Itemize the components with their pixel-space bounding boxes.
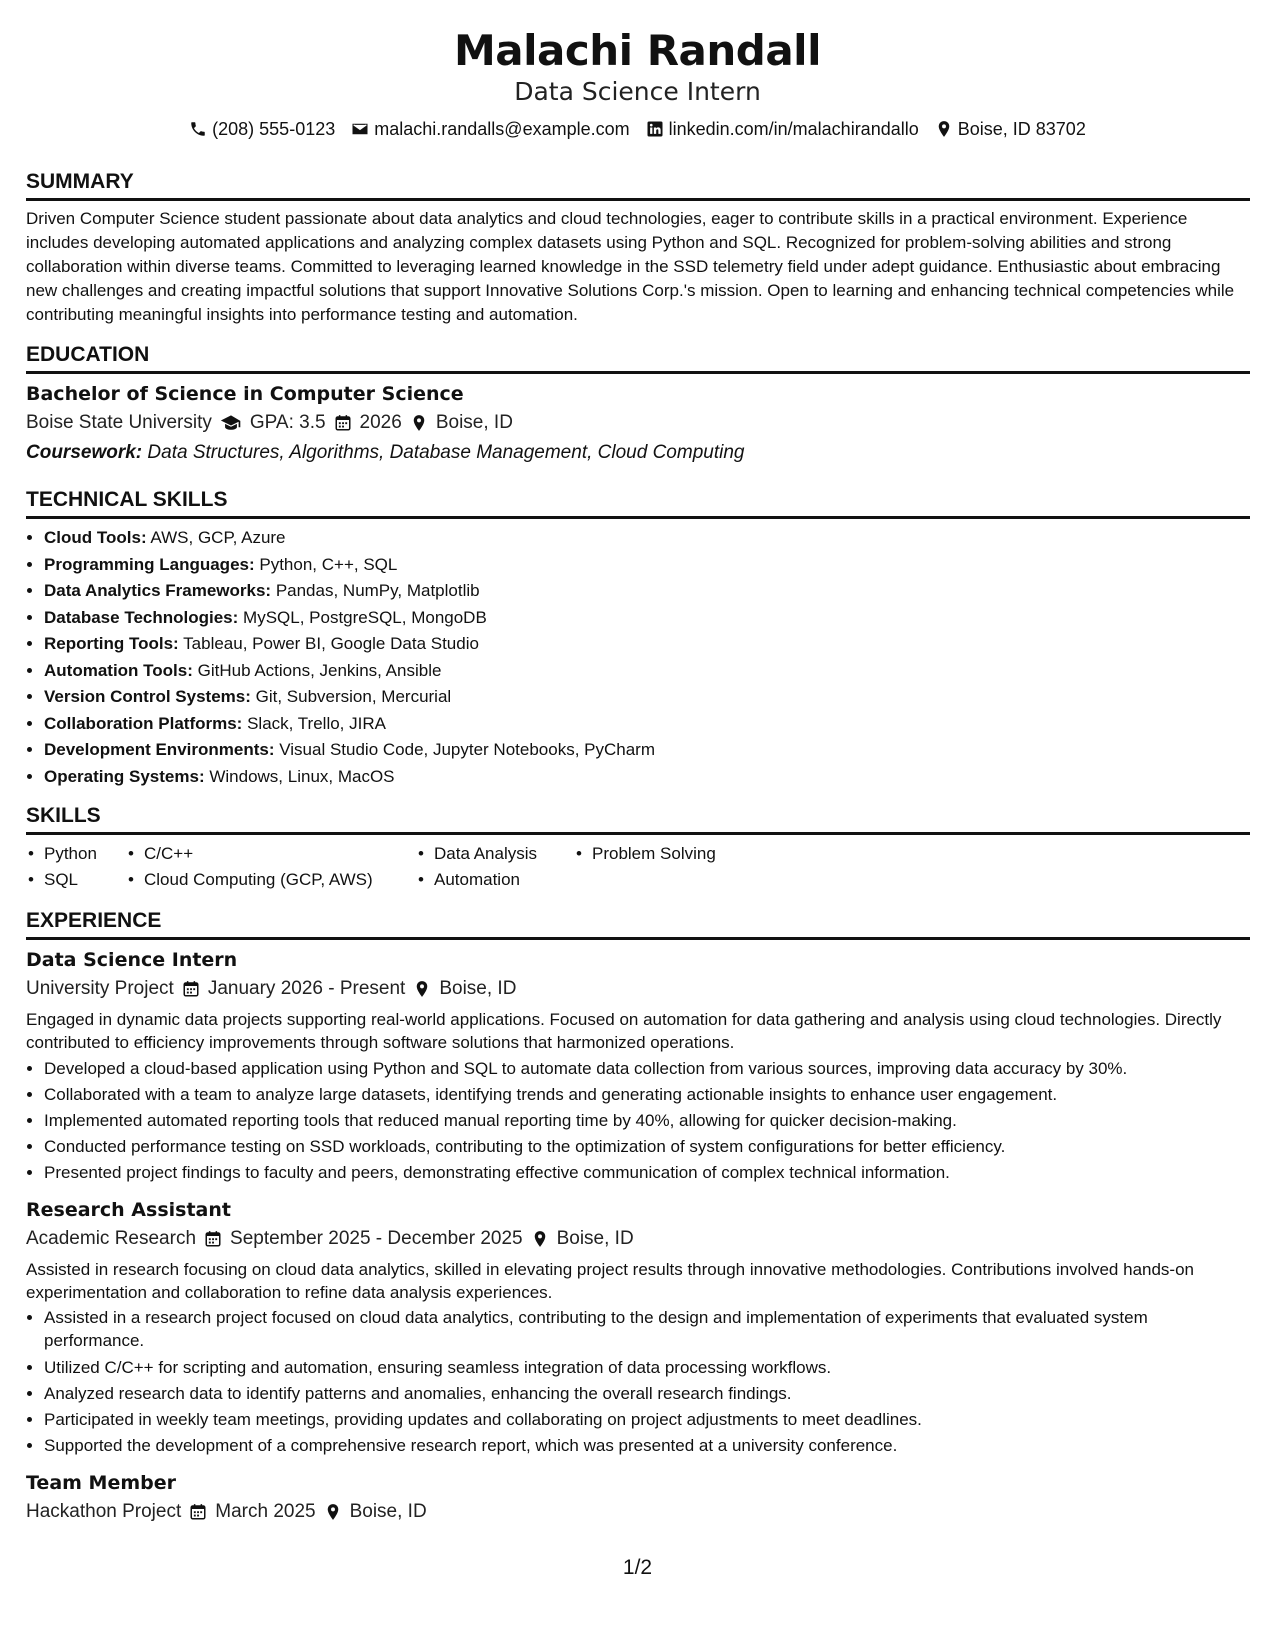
linkedin-icon: [646, 120, 664, 138]
job-bullets: [26, 1306, 1250, 1459]
envelope-icon: [351, 120, 369, 138]
page-number: 1/2: [622, 1556, 653, 1579]
skill-category: Database Technologies:: [44, 607, 239, 627]
skill-values: Visual Studio Code, Jupyter Notebooks, PyCharm: [279, 740, 656, 759]
map-pin-icon: [935, 120, 953, 138]
job-description: Engaged in dynamic data projects supporting real-world applications. Focused on automation for data gathering and analysis using cloud technologies. Directly contributed to efficiency improvements through software solutions that harmonized operations.: [26, 1010, 1222, 1052]
contact-phone: [189, 116, 335, 142]
graduation-cap-icon: [220, 413, 242, 433]
experience-entry: [26, 946, 1250, 1186]
job-location: Boise, ID: [439, 978, 517, 999]
coursework-label: Coursework:: [26, 442, 143, 463]
job-dates: March 2025: [215, 1501, 316, 1522]
skill-item: • SQL: [26, 867, 126, 893]
candidate-title: Data Science Intern: [514, 77, 761, 106]
contact-location: [935, 116, 1086, 142]
job-details: [26, 1224, 1250, 1254]
education-location: Boise, ID: [435, 412, 513, 433]
calendar-icon: [204, 1230, 222, 1248]
gpa-text: GPA: 3.5: [249, 412, 326, 433]
technical-skills-section: [26, 486, 1250, 790]
skills-grid: [26, 841, 1250, 893]
skill-item: • Cloud Computing (GCP, AWS): [126, 867, 416, 893]
job-dates: September 2025 - December 2025: [230, 1228, 523, 1249]
list-item: • Presented project findings to faculty and peers, demonstrating effective communication of complex technical information.: [44, 1160, 1250, 1186]
skill-values: GitHub Actions, Jenkins, Ansible: [197, 660, 442, 680]
list-item: • Conducted performance testing on SSD workloads, contributing to the optimization of system configurations for better efficiency.: [44, 1134, 1250, 1160]
resume-header: [0, 26, 1275, 142]
list-item: • Analyzed research data to identify patterns and anomalies, enhancing the overall research findings.: [44, 1381, 1250, 1407]
skill-category: Reporting Tools:: [44, 634, 179, 653]
job-location: Boise, ID: [349, 1501, 427, 1522]
skill-values: Tableau, Power BI, Google Data Studio: [183, 634, 479, 653]
experience-entry: [26, 1196, 1250, 1459]
resume-content: [26, 168, 1250, 1537]
experience-section: [26, 907, 1250, 1527]
linkedin-text[interactable]: linkedin.com/in/malachirandallo: [668, 119, 919, 139]
calendar-icon: [182, 980, 200, 998]
map-pin-icon: [413, 980, 431, 998]
map-pin-icon: [324, 1503, 342, 1521]
list-item: • Developed a cloud-based application using Python and SQL to automate data collection from various sources, improving data accuracy by 30%.: [44, 1056, 1250, 1082]
list-item: • Supported the development of a comprehensive research report, which was presented at a university conference.: [44, 1433, 1250, 1459]
summary-section: [26, 168, 1250, 327]
list-item: [44, 631, 1250, 658]
skill-item: • Automation: [416, 867, 574, 893]
list-item: • Collaborated with a team to analyze large datasets, identifying trends and generating actionable insights to enhance user engagement.: [44, 1082, 1250, 1108]
phone-text: (208) 555-0123: [212, 119, 336, 139]
list-item: • Participated in weekly team meetings, providing updates and collaborating on project adjustments to meet deadlines.: [44, 1407, 1250, 1433]
job-location: Boise, ID: [556, 1228, 634, 1249]
list-item: [44, 711, 1250, 738]
technical-skills-heading: TECHNICAL SKILLS: [26, 486, 1250, 519]
coursework-list: Data Structures, Algorithms, Database Management, Cloud Computing: [147, 442, 745, 463]
job-org: Academic Research: [26, 1228, 197, 1249]
location-text: Boise, ID 83702: [957, 119, 1086, 139]
contact-email[interactable]: [351, 116, 629, 142]
skill-values: Python, C++, SQL: [259, 554, 398, 574]
skill-category: Programming Languages:: [44, 554, 255, 574]
skills-heading: SKILLS: [26, 802, 1250, 835]
job-title: Research Assistant: [26, 1199, 231, 1221]
job-dates: January 2026 - Present: [207, 978, 406, 999]
experience-heading: EXPERIENCE: [26, 907, 1250, 940]
skills-section: [26, 802, 1250, 893]
summary-text: Driven Computer Science student passionate about data analytics and cloud technologies, eager to contribute skills in a practical environment. Experience includes developing automated applications and analyzing complex datasets using Python and SQL. Recognized for problem-solving abilities and strong collaboration within diverse teams. Committed to leveraging learned knowledge in the SSD telemetry field under adept guidance. Enthusiastic about embracing new challenges and creating impactful solutions that support Innovative Solutions Corp.'s mission. Open to learning and enhancing technical competencies while contributing meaningful insights into performance testing and automation.: [26, 209, 1235, 324]
skill-category: Cloud Tools:: [44, 528, 147, 547]
contact-linkedin[interactable]: [646, 116, 919, 142]
contact-bar: [0, 116, 1275, 142]
skill-category: Collaboration Platforms:: [44, 713, 243, 733]
list-item: • Utilized C/C++ for scripting and automation, ensuring seamless integration of data processing workflows.: [44, 1355, 1250, 1381]
education-heading: EDUCATION: [26, 341, 1250, 374]
skill-item: • C/C++: [126, 841, 416, 867]
skill-category: Automation Tools:: [44, 660, 193, 680]
skill-values: Git, Subversion, Mercurial: [255, 687, 452, 706]
list-item: [44, 552, 1250, 579]
skill-category: Operating Systems:: [44, 766, 205, 786]
list-item: • Implemented automated reporting tools that reduced manual reporting time by 40%, allowing for quicker decision-making.: [44, 1108, 1250, 1134]
skill-values: AWS, GCP, Azure: [150, 528, 286, 547]
skill-category: Development Environments:: [44, 740, 275, 759]
skill-values: MySQL, PostgreSQL, MongoDB: [243, 607, 487, 627]
skill-item: • Python: [26, 841, 126, 867]
job-details: [26, 1497, 1250, 1527]
skill-values: Slack, Trello, JIRA: [247, 713, 386, 733]
calendar-icon: [334, 414, 352, 432]
education-section: [26, 341, 1250, 468]
skill-item: • Data Analysis: [416, 841, 574, 867]
experience-entry: [26, 1469, 1250, 1527]
list-item: [44, 578, 1250, 605]
job-org: University Project: [26, 978, 174, 999]
list-item: [44, 525, 1250, 552]
summary-heading: SUMMARY: [26, 168, 1250, 201]
graduation-year: 2026: [359, 412, 402, 433]
education-details: [26, 408, 1250, 438]
skill-values: Pandas, NumPy, Matplotlib: [275, 581, 480, 600]
job-title: Team Member: [26, 1472, 177, 1494]
list-item: [44, 764, 1250, 791]
skill-values: Windows, Linux, MacOS: [209, 766, 395, 786]
job-org: Hackathon Project: [26, 1501, 182, 1522]
list-item: • Assisted in a research project focused on cloud data analytics, contributing to the design and implementation of experiments that evaluated system performance.: [44, 1306, 1250, 1352]
phone-icon: [189, 120, 207, 138]
calendar-icon: [189, 1503, 207, 1521]
skill-category: Version Control Systems:: [44, 687, 251, 706]
list-item: [44, 684, 1250, 711]
map-pin-icon: [531, 1230, 549, 1248]
job-description: Assisted in research focusing on cloud data analytics, skilled in elevating project results through innovative methodologies. Contributions involved hands-on experimentation and collaboration to refine data analysis experiences.: [26, 1260, 1195, 1302]
job-bullets: [26, 1056, 1250, 1186]
list-item: [44, 658, 1250, 685]
degree-title: Bachelor of Science in Computer Science: [26, 383, 464, 405]
email-text[interactable]: malachi.randalls@example.com: [374, 119, 630, 139]
school-name: Boise State University: [26, 412, 212, 433]
map-pin-icon: [410, 414, 428, 432]
candidate-name: Malachi Randall: [454, 26, 821, 75]
job-details: [26, 974, 1250, 1004]
job-title: Data Science Intern: [26, 949, 238, 971]
list-item: [44, 737, 1250, 764]
coursework-line: [26, 438, 1250, 468]
skill-item: • Problem Solving: [574, 841, 774, 867]
list-item: [44, 605, 1250, 632]
skill-category: Data Analytics Frameworks:: [44, 581, 272, 600]
technical-skills-list: [26, 525, 1250, 790]
